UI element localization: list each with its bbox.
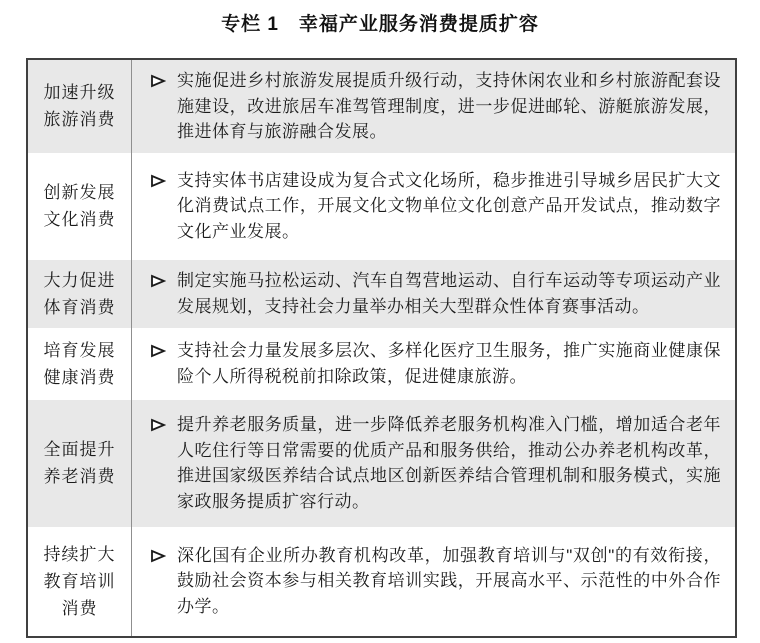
- table-row: [28, 328, 735, 400]
- row-content: 提升养老服务质量，进一步降低养老服务机构准入门槛，增加适合老年人吃住行等日常需要的优质产品和服务供给，推动公办养老机构改革，推进国家级医养结合试点地区创新医养结合管理机制和服务模式，实施家政服务提质扩容行动。: [177, 415, 721, 511]
- right-arrowhead-bullet-icon: [150, 68, 177, 89]
- row-content: 深化国有企业所办教育机构改革，加强教育培训与"双创"的有效衔接，鼓励社会资本参与相关教育培训实践，开展高水平、示范性的中外合作办学。: [177, 545, 721, 616]
- row-label: 培育发展健康消费: [43, 340, 116, 387]
- column-table: [26, 58, 737, 638]
- row-content-cell: [132, 527, 735, 636]
- row-label: 加速升级旅游消费: [43, 83, 116, 130]
- right-arrowhead-bullet-icon: [150, 543, 177, 564]
- right-arrowhead-bullet-icon: [150, 338, 177, 359]
- row-content: 制定实施马拉松运动、汽车自驾营地运动、自行车运动等专项运动产业发展规划，支持社会力量举办相关大型群众性体育赛事活动。: [177, 271, 721, 316]
- table-row: [28, 527, 735, 636]
- right-arrowhead-bullet-icon: [150, 168, 177, 189]
- row-label: 全面提升养老消费: [43, 440, 116, 486]
- row-label-cell: [28, 60, 132, 153]
- row-content: 支持实体书店建设成为复合式文化场所，稳步推进引导城乡居民扩大文化消费试点工作，开展文化文物单位文化创意产品开发试点，推动数字文化产业发展。: [177, 170, 721, 241]
- table-row: [28, 153, 735, 260]
- row-content-cell: [132, 260, 735, 328]
- table-row: [28, 60, 735, 153]
- row-content-cell: [132, 60, 735, 153]
- right-arrowhead-bullet-icon: [150, 268, 177, 289]
- right-arrowhead-bullet-icon: [150, 412, 177, 433]
- row-content: 实施促进乡村旅游发展提质升级行动，支持休闲农业和乡村旅游配套设施建设，改进旅居车准驾管理制度，进一步促进邮轮、游艇旅游发展，推进体育与旅游融合发展。: [177, 71, 721, 141]
- row-label: 大力促进体育消费: [43, 270, 116, 317]
- row-label-cell: [28, 260, 132, 328]
- row-label-cell: [28, 328, 132, 400]
- row-content-cell: [132, 400, 735, 527]
- row-label-cell: [28, 153, 132, 260]
- row-label-cell: [28, 400, 132, 527]
- page-title: 专栏 1 幸福产业服务消费提质扩容: [221, 14, 539, 35]
- row-label: 持续扩大教育培训消费: [43, 544, 116, 618]
- row-label-cell: [28, 527, 132, 636]
- row-content-cell: [132, 153, 735, 260]
- row-content-cell: [132, 328, 735, 400]
- row-label: 创新发展文化消费: [43, 183, 116, 229]
- table-row: [28, 400, 735, 527]
- table-row: [28, 260, 735, 328]
- row-content: 支持社会力量发展多层次、多样化医疗卫生服务，推广实施商业健康保险个人所得税税前扣除政策，促进健康旅游。: [177, 341, 721, 386]
